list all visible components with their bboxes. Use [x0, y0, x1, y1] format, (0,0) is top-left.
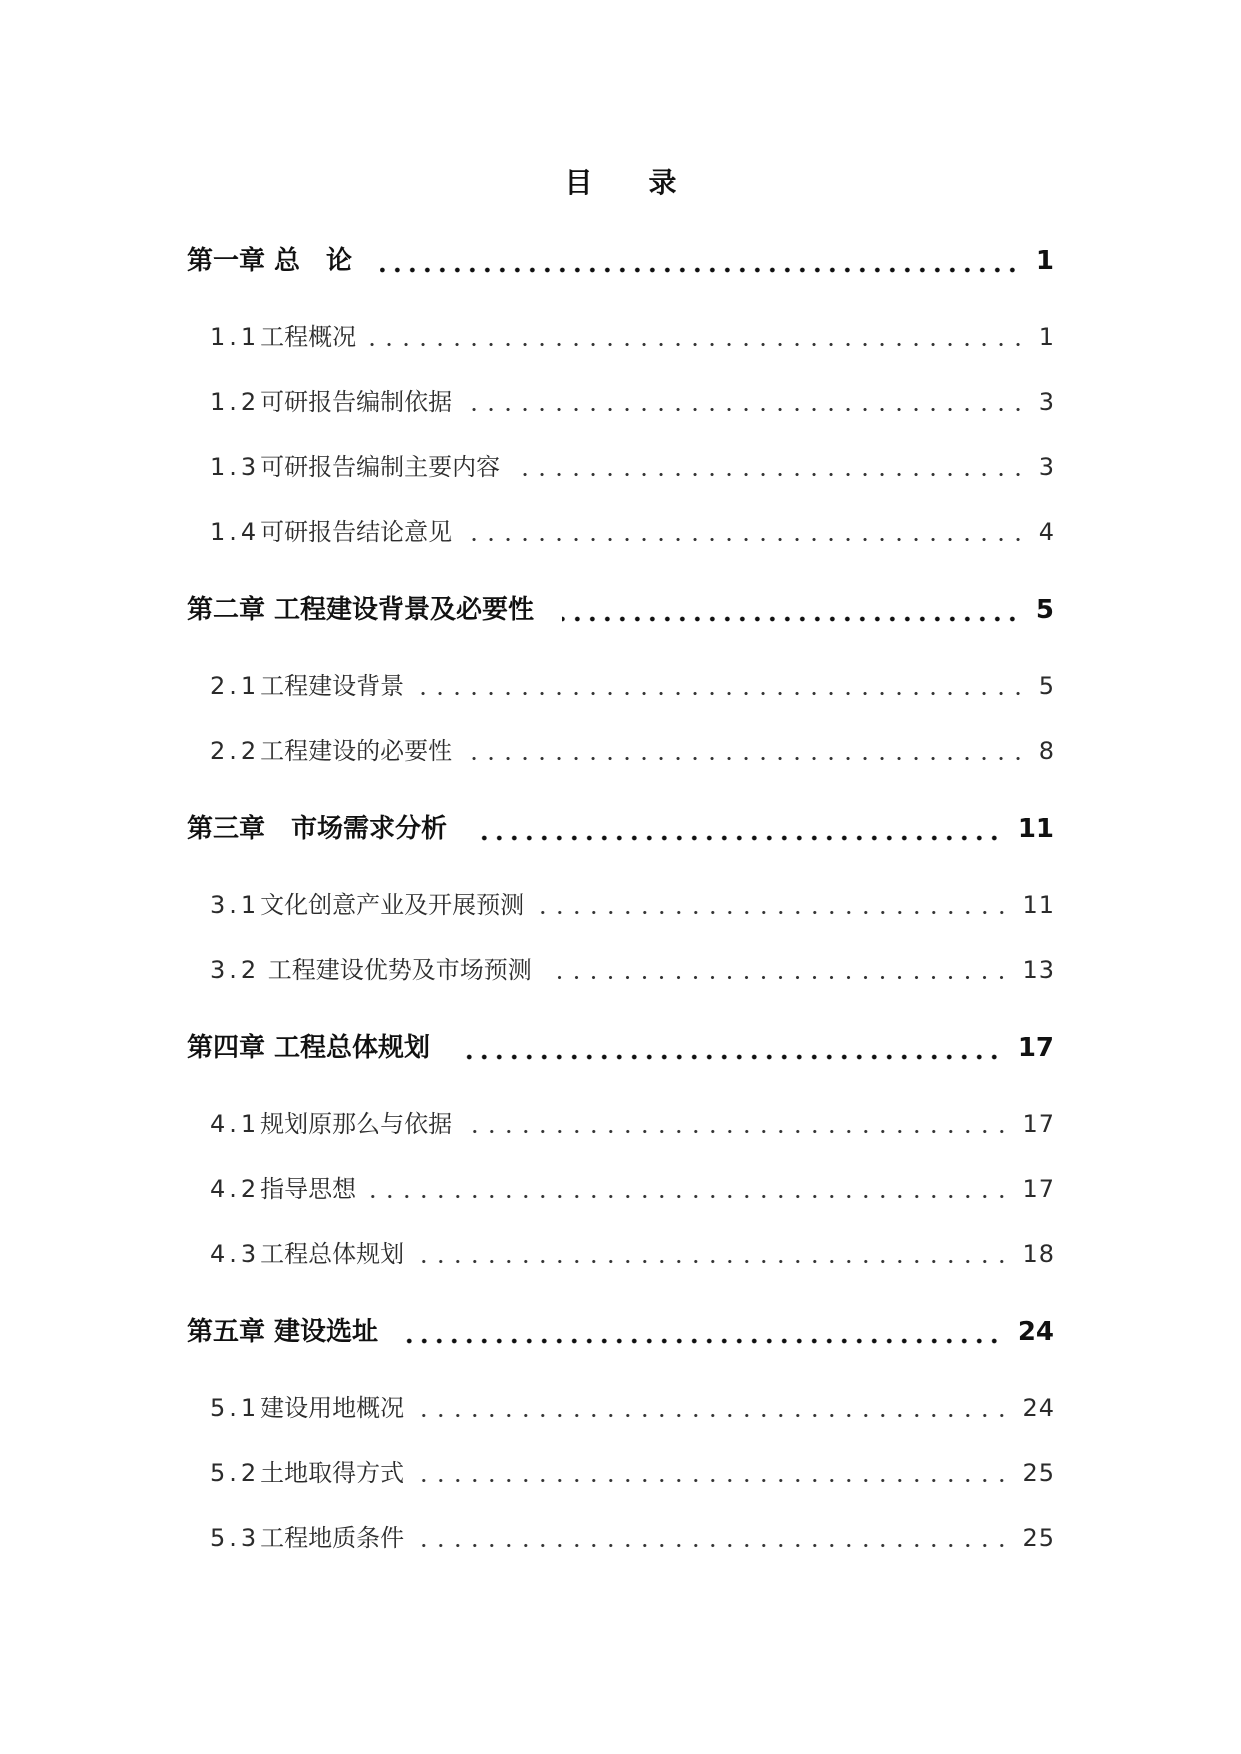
toc-section-number: 1.1	[210, 323, 261, 351]
toc-section-number: 4.2	[210, 1175, 261, 1203]
toc-section-number: 5.3	[210, 1524, 261, 1552]
toc-section-row	[187, 1092, 1054, 1157]
toc-section-label: 文化创意产业及开展预测	[260, 891, 525, 919]
toc-chapter-label: 第四章 工程总体规划	[187, 1033, 431, 1063]
toc-section-number: 5.1	[210, 1394, 261, 1422]
toc-page-number: 3	[1038, 453, 1055, 481]
toc-section-row	[187, 1506, 1054, 1571]
toc-section-row	[187, 1441, 1054, 1506]
toc-section-label: 指导思想	[260, 1175, 357, 1203]
toc-leader	[458, 1054, 1002, 1060]
toc-section-label: 可研报告结论意见	[260, 518, 453, 546]
toc-section-number: 1.4	[210, 518, 261, 546]
toc-title: 目 录	[564, 166, 677, 199]
toc-page-number: 4	[1038, 518, 1055, 546]
toc-section-label: 工程建设优势及市场预测	[260, 956, 540, 984]
toc-section-row	[187, 305, 1054, 370]
toc-section-row	[187, 1376, 1054, 1441]
toc-page-number: 5	[1035, 595, 1054, 625]
toc-leader	[534, 910, 1010, 915]
toc-leader	[549, 975, 1010, 980]
toc-leader	[414, 1543, 1010, 1548]
toc-section-number: 2.2	[210, 737, 261, 765]
toc-chapter-row	[187, 1016, 1054, 1081]
toc-chapter-row	[187, 1300, 1054, 1365]
toc-page-number: 18	[1022, 1240, 1055, 1268]
toc-section-label: 可研报告编制主要内容	[260, 453, 501, 481]
toc-section-row	[187, 1222, 1054, 1287]
toc-page-number: 3	[1038, 388, 1055, 416]
toc-page-number: 17	[1017, 1033, 1054, 1063]
toc-section-row	[187, 500, 1054, 565]
toc-leader	[414, 1478, 1010, 1483]
toc-page-number: 25	[1022, 1459, 1055, 1487]
toc-section-number: 2.1	[210, 672, 261, 700]
toc-section-label: 规划原那么与依据	[260, 1110, 453, 1138]
toc-leader	[366, 342, 1027, 347]
toc-chapter-label: 第三章 市场需求分析	[187, 814, 448, 844]
toc-page-number: 1	[1035, 246, 1054, 276]
toc-section-row	[187, 938, 1054, 1003]
toc-page-number: 17	[1022, 1110, 1055, 1138]
toc-page-number: 13	[1022, 956, 1055, 984]
toc-chapter-label: 第一章 总 论	[187, 246, 353, 276]
toc-page-number: 11	[1017, 814, 1054, 844]
toc-page-number: 8	[1038, 737, 1055, 765]
toc-section-label: 可研报告编制依据	[260, 388, 453, 416]
toc-section-label: 土地取得方式	[260, 1459, 405, 1487]
toc-page-number: 11	[1022, 891, 1055, 919]
toc-leader	[366, 1194, 1010, 1199]
toc-section-row	[187, 370, 1054, 435]
toc-section-row	[187, 654, 1054, 719]
toc-section-label: 工程建设的必要性	[260, 737, 453, 765]
table-of-contents	[187, 150, 1054, 1571]
toc-section-row	[187, 873, 1054, 938]
toc-section-number: 3.2	[210, 956, 261, 984]
toc-leader	[414, 691, 1027, 696]
toc-section-number: 3.1	[210, 891, 261, 919]
toc-section-label: 建设用地概况	[260, 1394, 405, 1422]
toc-chapter-row	[187, 797, 1054, 862]
toc-section-number: 4.1	[210, 1110, 261, 1138]
toc-leader	[414, 1259, 1010, 1264]
toc-chapter-label: 第五章 建设选址	[187, 1317, 379, 1347]
toc-page-number: 24	[1017, 1317, 1054, 1347]
toc-section-row	[187, 435, 1054, 500]
toc-page-number: 5	[1038, 672, 1055, 700]
toc-leader	[562, 616, 1020, 622]
toc-leader	[510, 472, 1027, 477]
toc-leader	[414, 1413, 1010, 1418]
toc-section-label: 工程地质条件	[260, 1524, 405, 1552]
toc-section-number: 4.3	[210, 1240, 261, 1268]
toc-leader	[406, 1338, 1002, 1344]
toc-leader	[462, 756, 1027, 761]
toc-leader	[462, 407, 1027, 412]
toc-leader	[462, 1129, 1010, 1134]
toc-leader	[462, 537, 1027, 542]
toc-chapter-row	[187, 578, 1054, 643]
toc-page-number: 25	[1022, 1524, 1055, 1552]
toc-section-row	[187, 719, 1054, 784]
toc-page-number: 1	[1038, 323, 1055, 351]
toc-page-number: 24	[1022, 1394, 1055, 1422]
toc-section-label: 工程概况	[260, 323, 357, 351]
toc-section-label: 工程总体规划	[260, 1240, 405, 1268]
toc-section-label: 工程建设背景	[260, 672, 405, 700]
toc-section-number: 1.2	[210, 388, 261, 416]
toc-chapter-row	[187, 229, 1054, 294]
toc-page-number: 17	[1022, 1175, 1055, 1203]
toc-leader	[475, 835, 1002, 841]
toc-chapter-label: 第二章 工程建设背景及必要性	[187, 595, 535, 625]
toc-section-row	[187, 1157, 1054, 1222]
toc-section-number: 1.3	[210, 453, 261, 481]
toc-section-number: 5.2	[210, 1459, 261, 1487]
toc-leader	[380, 267, 1020, 273]
